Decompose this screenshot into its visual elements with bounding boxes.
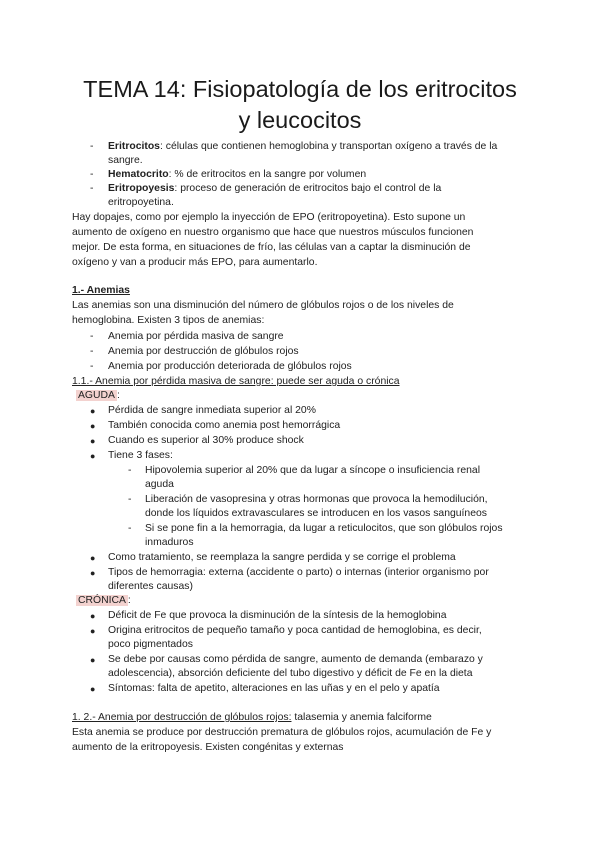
dash-marker: - bbox=[128, 494, 132, 505]
intro-line: Hay dopajes, como por ejemplo la inyección de EPO (eritropoyetina). Esto supone un bbox=[72, 212, 466, 223]
phase-item: Hipovolemia superior al 20% que da lugar a síncope o insuficiencia renal bbox=[145, 465, 481, 476]
bullet-marker: ● bbox=[90, 553, 96, 563]
definition-item bbox=[108, 168, 366, 182]
cronica-item: Síntomas: falta de apetito, alteraciones en las uñas y en el pelo y apatía bbox=[108, 683, 440, 694]
aguda-item: También conocida como anemia post hemorrágica bbox=[108, 420, 341, 431]
section-text: Esta anemia se produce por destrucción prematura de glóbulos rojos, acumulación de Fe y bbox=[72, 727, 492, 738]
dash-marker: - bbox=[90, 331, 94, 342]
anemia-type-item: Anemia por pérdida masiva de sangre bbox=[108, 331, 284, 342]
definition-text: : % de eritrocitos en la sangre por volumen bbox=[168, 169, 367, 180]
aguda-item-continuation: diferentes causas) bbox=[108, 581, 193, 592]
bullet-marker: ● bbox=[90, 568, 96, 578]
bullet-marker: ● bbox=[90, 436, 96, 446]
cronica-item: Déficit de Fe que provoca la disminución de la síntesis de la hemoglobina bbox=[108, 610, 447, 621]
definition-text: : células que contienen hemoglobina y transportan oxígeno a través de la bbox=[159, 141, 498, 152]
definition-item bbox=[108, 182, 441, 196]
aguda-item: Tipos de hemorragia: externa (accidente o parto) o internas (interior organismo por bbox=[108, 567, 489, 578]
aguda-item: Tiene 3 fases: bbox=[108, 450, 173, 461]
bullet-marker: ● bbox=[90, 611, 96, 621]
cronica-label-line bbox=[76, 594, 131, 608]
aguda-item: Cuando es superior al 30% produce shock bbox=[108, 435, 304, 446]
dash-marker: - bbox=[90, 169, 94, 180]
intro-line: oxígeno y van a producir más EPO, para aumentarlo. bbox=[72, 257, 318, 268]
definition-continuation: sangre. bbox=[108, 155, 143, 166]
aguda-label-line bbox=[76, 389, 120, 403]
cronica-item: Origina eritrocitos de pequeño tamaño y poca cantidad de hemoglobina, es decir, bbox=[108, 625, 482, 636]
phase-item: Si se pone fin a la hemorragia, da lugar a reticulocitos, que son glóbulos rojos bbox=[145, 523, 503, 534]
definition-item bbox=[108, 140, 497, 154]
bullet-marker: ● bbox=[90, 655, 96, 665]
aguda-item: Como tratamiento, se reemplaza la sangre perdida y se corrige el problema bbox=[108, 552, 456, 563]
section-text: aumento de la eritropoyesis. Existen congénitas y externas bbox=[72, 742, 344, 753]
section-heading-anemias: 1.- Anemias bbox=[72, 285, 130, 296]
dash-marker: - bbox=[90, 361, 94, 372]
intro-line: aumento de oxígeno en nuestro organismo que hace que nuestros músculos funcionen bbox=[72, 227, 474, 238]
phase-item-continuation: donde los líquidos extravasculares se introducen en los vasos sanguíneos bbox=[145, 508, 487, 519]
definition-term: Hematocrito bbox=[108, 169, 169, 180]
subsection-heading-1-1: 1.1.- Anemia por pérdida masiva de sangre: puede ser aguda o crónica bbox=[72, 376, 400, 387]
definition-term: Eritropoyesis bbox=[108, 183, 175, 194]
phase-item-continuation: inmaduros bbox=[145, 537, 194, 548]
label-colon: : bbox=[127, 595, 131, 606]
definition-text: : proceso de generación de eritrocitos bajo el control de la bbox=[174, 183, 442, 194]
bullet-marker: ● bbox=[90, 421, 96, 431]
dash-marker: - bbox=[128, 523, 132, 534]
subsection-heading-1-2 bbox=[72, 711, 432, 725]
anemia-type-item: Anemia por producción deteriorada de glóbulos rojos bbox=[108, 361, 352, 372]
cronica-item-continuation: adolescencia), absorción deficiente del tubo digestivo y déficit de Fe en la dieta bbox=[108, 668, 473, 679]
dash-marker: - bbox=[90, 183, 94, 194]
cronica-item-continuation: poco pigmentados bbox=[108, 639, 193, 650]
phase-item-continuation: aguda bbox=[145, 479, 174, 490]
anemia-type-item: Anemia por destrucción de glóbulos rojos bbox=[108, 346, 299, 357]
section-text: hemoglobina. Existen 3 tipos de anemias: bbox=[72, 315, 265, 326]
dash-marker: - bbox=[128, 465, 132, 476]
aguda-item: Pérdida de sangre inmediata superior al 20% bbox=[108, 405, 316, 416]
dash-marker: - bbox=[90, 141, 94, 152]
bullet-marker: ● bbox=[90, 406, 96, 416]
label-colon: : bbox=[116, 390, 120, 401]
subsection-heading-underlined: 1. 2.- Anemia por destrucción de glóbulos rojos: bbox=[72, 712, 292, 723]
page-title-line-1: TEMA 14: Fisiopatología de los eritrocitos bbox=[83, 76, 517, 102]
page-title-line-2: y leucocitos bbox=[238, 107, 362, 133]
cronica-highlight-label: CRÓNICA bbox=[78, 595, 126, 606]
section-text: Las anemias son una disminución del número de glóbulos rojos o de los niveles de bbox=[72, 300, 454, 311]
dash-marker: - bbox=[90, 346, 94, 357]
phase-item: Liberación de vasopresina y otras hormonas que provoca la hemodilución, bbox=[145, 494, 488, 505]
definition-term: Eritrocitos bbox=[108, 141, 160, 152]
aguda-highlight-label: AGUDA bbox=[78, 390, 115, 401]
definition-continuation: eritropoyetina. bbox=[108, 197, 174, 208]
bullet-marker: ● bbox=[90, 684, 96, 694]
subsection-heading-rest: talasemia y anemia falciforme bbox=[291, 712, 432, 723]
intro-line: mejor. De esta forma, en situaciones de frío, las células van a captar la disminución de bbox=[72, 242, 471, 253]
cronica-item: Se debe por causas como pérdida de sangre, aumento de demanda (embarazo y bbox=[108, 654, 483, 665]
bullet-marker: ● bbox=[90, 626, 96, 636]
bullet-marker: ● bbox=[90, 451, 96, 461]
